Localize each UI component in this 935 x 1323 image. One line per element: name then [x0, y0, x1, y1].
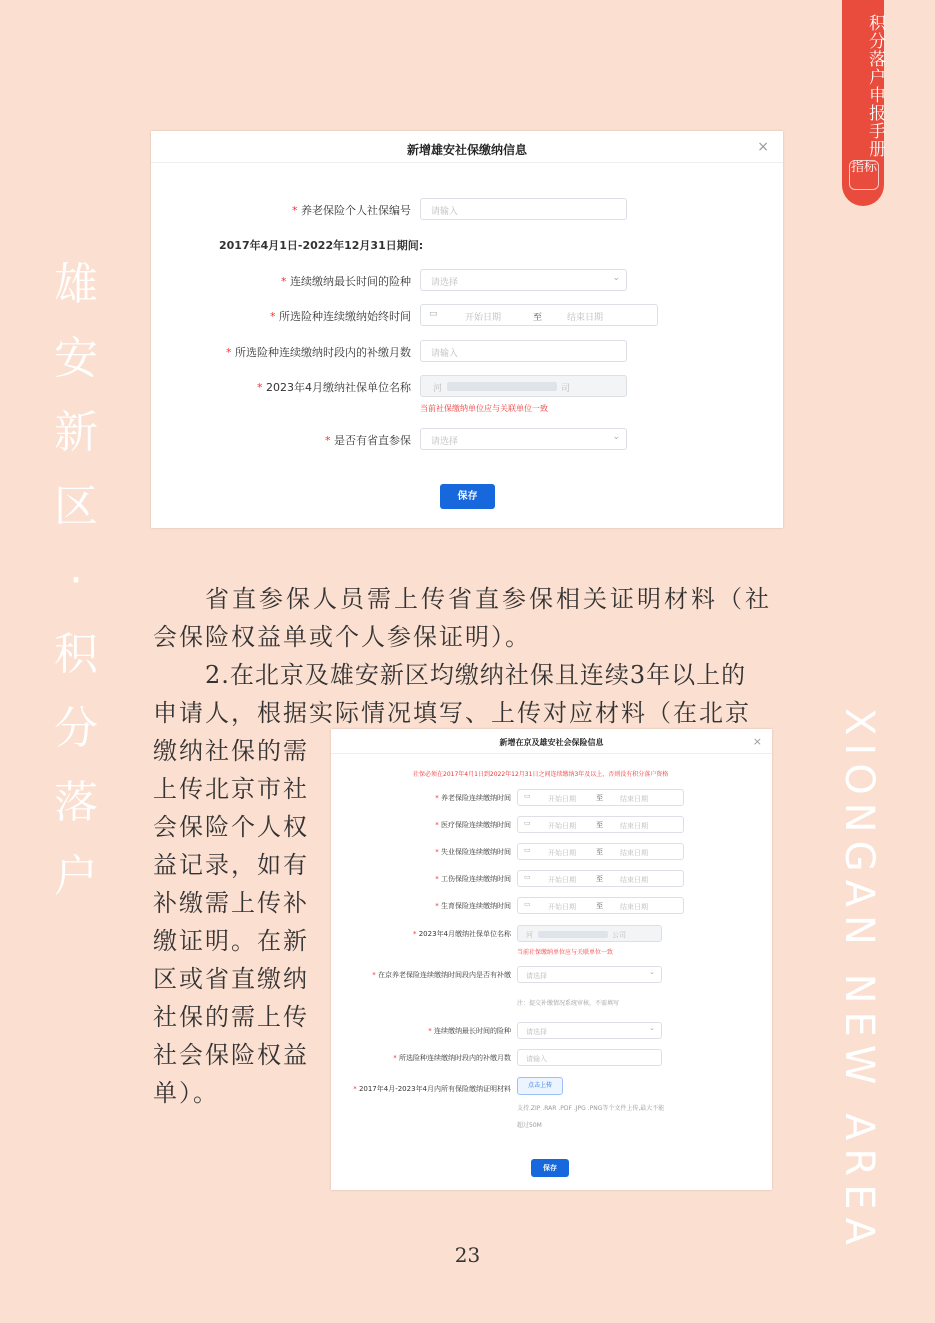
eligibility-notice: 社保必须在2017年4月1日到2022年12月31日之间连续缴纳3年及以上，否则没有积分落户资格: [413, 771, 669, 778]
close-icon[interactable]: ×: [757, 139, 769, 155]
insurance-label: * 工伤保险连续缴纳时间: [435, 875, 511, 883]
paragraph-line: 2.在北京及雄安新区均缴纳社保且连续3年以上的: [205, 661, 747, 689]
paragraph-line: 申请人，根据实际情况填写、上传对应材料（在北京: [153, 699, 751, 727]
calendar-icon: ▭: [524, 792, 531, 800]
provincial-select[interactable]: 请选择 ⌄: [420, 428, 627, 450]
save-button[interactable]: 保存: [531, 1159, 569, 1177]
makeup-months-input[interactable]: 请输入: [517, 1049, 662, 1066]
left-title-char: 安: [54, 333, 98, 384]
dialog-xiongan-social-security: [151, 131, 783, 528]
paragraph-line: 单）。: [153, 1079, 219, 1107]
start-date-placeholder: 开始日期: [465, 313, 502, 323]
range-separator: 至: [533, 313, 543, 323]
dialog-title: 新增在京及雄安社会保险信息: [499, 738, 604, 747]
employer-warning: 当前社保缴纳单位应与关联单位一致: [420, 404, 548, 413]
pension-number-input[interactable]: 请输入: [420, 198, 627, 220]
left-title-char: 区: [54, 481, 98, 532]
left-title-char: 落: [54, 777, 98, 828]
close-icon[interactable]: ×: [752, 735, 762, 748]
right-english-title: XIONGAN NEW AREA: [836, 708, 882, 1253]
calendar-icon: ▭: [524, 819, 531, 827]
left-title-char: 新: [54, 407, 98, 458]
employer-label: * 2023年4月缴纳社保单位名称: [257, 381, 411, 394]
makeup-label: * 在京养老保险连续缴纳时间段内是否有补缴: [372, 971, 511, 979]
insurance-label: * 失业保险连续缴纳时间: [435, 848, 511, 856]
chevron-down-icon: ⌄: [649, 968, 655, 976]
makeup-select[interactable]: 请选择 ⌄: [517, 966, 662, 983]
insurance-label: * 医疗保险连续缴纳时间: [435, 821, 511, 829]
left-title-char: 积: [54, 629, 98, 680]
dialog-title: 新增雄安社保缴纳信息: [406, 143, 527, 157]
paragraph-line: 会保险个人权: [153, 813, 309, 841]
employer-input: 河 公司: [517, 925, 662, 942]
calendar-icon: ▭: [524, 900, 531, 908]
save-button[interactable]: 保存: [440, 484, 495, 509]
page-number: 23: [454, 1243, 481, 1267]
chevron-down-icon: ⌄: [612, 432, 620, 442]
redacted-text: [447, 382, 557, 391]
side-tab-title: 积分落户申报手册: [865, 14, 885, 158]
insurance-label: * 养老保险连续缴纳时间: [435, 794, 511, 802]
longest-insurance-label: * 连续缴纳最长时间的险种: [428, 1027, 511, 1035]
dialog-beijing-xiongan-insurance: [331, 729, 772, 1190]
body-paragraph: [153, 580, 772, 732]
date-range-picker[interactable]: ▭ 开始日期 至 结束日期: [517, 897, 684, 914]
paragraph-line: 省直参保人员需上传省直参保相关证明材料（社: [205, 585, 772, 613]
provincial-label: * 是否有省直参保: [325, 434, 411, 447]
longest-insurance-select[interactable]: 请选择 ⌄: [517, 1022, 662, 1039]
left-title-char: 雄: [54, 259, 98, 310]
calendar-icon: ▭: [524, 873, 531, 881]
left-title-char: 分: [54, 703, 98, 754]
left-vertical-title: [48, 248, 104, 914]
employer-label: * 2023年4月缴纳社保单位名称: [412, 930, 511, 938]
upload-label: * 2017年4月-2023年4月内所有保险缴纳证明材料: [353, 1085, 511, 1093]
paragraph-line: 缴纳社保的需: [153, 737, 309, 765]
period-text: 2017年4月1日-2022年12月31日期间:: [219, 239, 424, 252]
pension-number-label: * 养老保险个人社保编号: [292, 204, 411, 217]
makeup-months-input[interactable]: 请输入: [420, 340, 627, 362]
paragraph-line: 会保险权益单或个人参保证明）。: [153, 623, 531, 651]
redacted-text: [538, 931, 608, 938]
upload-note: 超过50M: [517, 1122, 542, 1129]
makeup-months-label: * 所选险种连续缴纳时段内的补缴月数: [226, 346, 411, 359]
employer-input: 河 司: [420, 375, 627, 397]
longest-insurance-label: * 连续缴纳最长时间的险种: [281, 275, 411, 288]
longest-insurance-select[interactable]: 请选择 ⌄: [420, 269, 627, 291]
date-range-picker[interactable]: [420, 304, 658, 326]
insurance-label: * 生育保险连续缴纳时间: [435, 902, 511, 910]
makeup-months-label: * 所选险种连续缴纳时段内的补缴月数: [393, 1054, 511, 1062]
date-range-picker[interactable]: ▭ 开始日期 至 结束日期: [517, 816, 684, 833]
makeup-note: 注：提交补缴情况系统审核，不需填写: [517, 1000, 620, 1007]
paragraph-line: 缴证明。在新: [153, 927, 309, 955]
period-range-label: * 所选险种连续缴纳始终时间: [270, 310, 411, 323]
divider: [331, 753, 772, 754]
date-range-picker[interactable]: ▭ 开始日期 至 结束日期: [517, 843, 684, 860]
paragraph-line: 社会保险权益: [153, 1041, 309, 1069]
side-tab: [842, 0, 884, 206]
side-paragraph: [153, 732, 309, 1112]
paragraph-line: 补缴需上传补: [153, 889, 309, 917]
calendar-icon: ▭: [429, 309, 438, 319]
paragraph-line: 益记录，如有: [153, 851, 309, 879]
chevron-down-icon: ⌄: [612, 273, 620, 283]
upload-note: 支持.ZIP .RAR .PDF .JPG .PNG等个文件上传,最大不能: [517, 1105, 665, 1112]
end-date-placeholder: 结束日期: [567, 313, 604, 323]
upload-button[interactable]: 点击上传: [517, 1077, 563, 1095]
left-title-char: 户: [54, 851, 98, 902]
paragraph-line: 社保的需上传: [153, 1003, 309, 1031]
divider: [151, 162, 783, 163]
chevron-down-icon: ⌄: [649, 1024, 655, 1032]
paragraph-line: 区或省直缴纳: [153, 965, 309, 993]
date-range-picker[interactable]: ▭ 开始日期 至 结束日期: [517, 870, 684, 887]
date-range-picker[interactable]: ▭ 开始日期 至 结束日期: [517, 789, 684, 806]
employer-warning: 当前社保缴纳单位应与关联单位一致: [517, 949, 614, 956]
paragraph-line: 上传北京市社: [153, 775, 309, 803]
calendar-icon: ▭: [524, 846, 531, 854]
left-title-char: ·: [69, 555, 83, 606]
side-tab-logo: 指标: [849, 160, 879, 190]
